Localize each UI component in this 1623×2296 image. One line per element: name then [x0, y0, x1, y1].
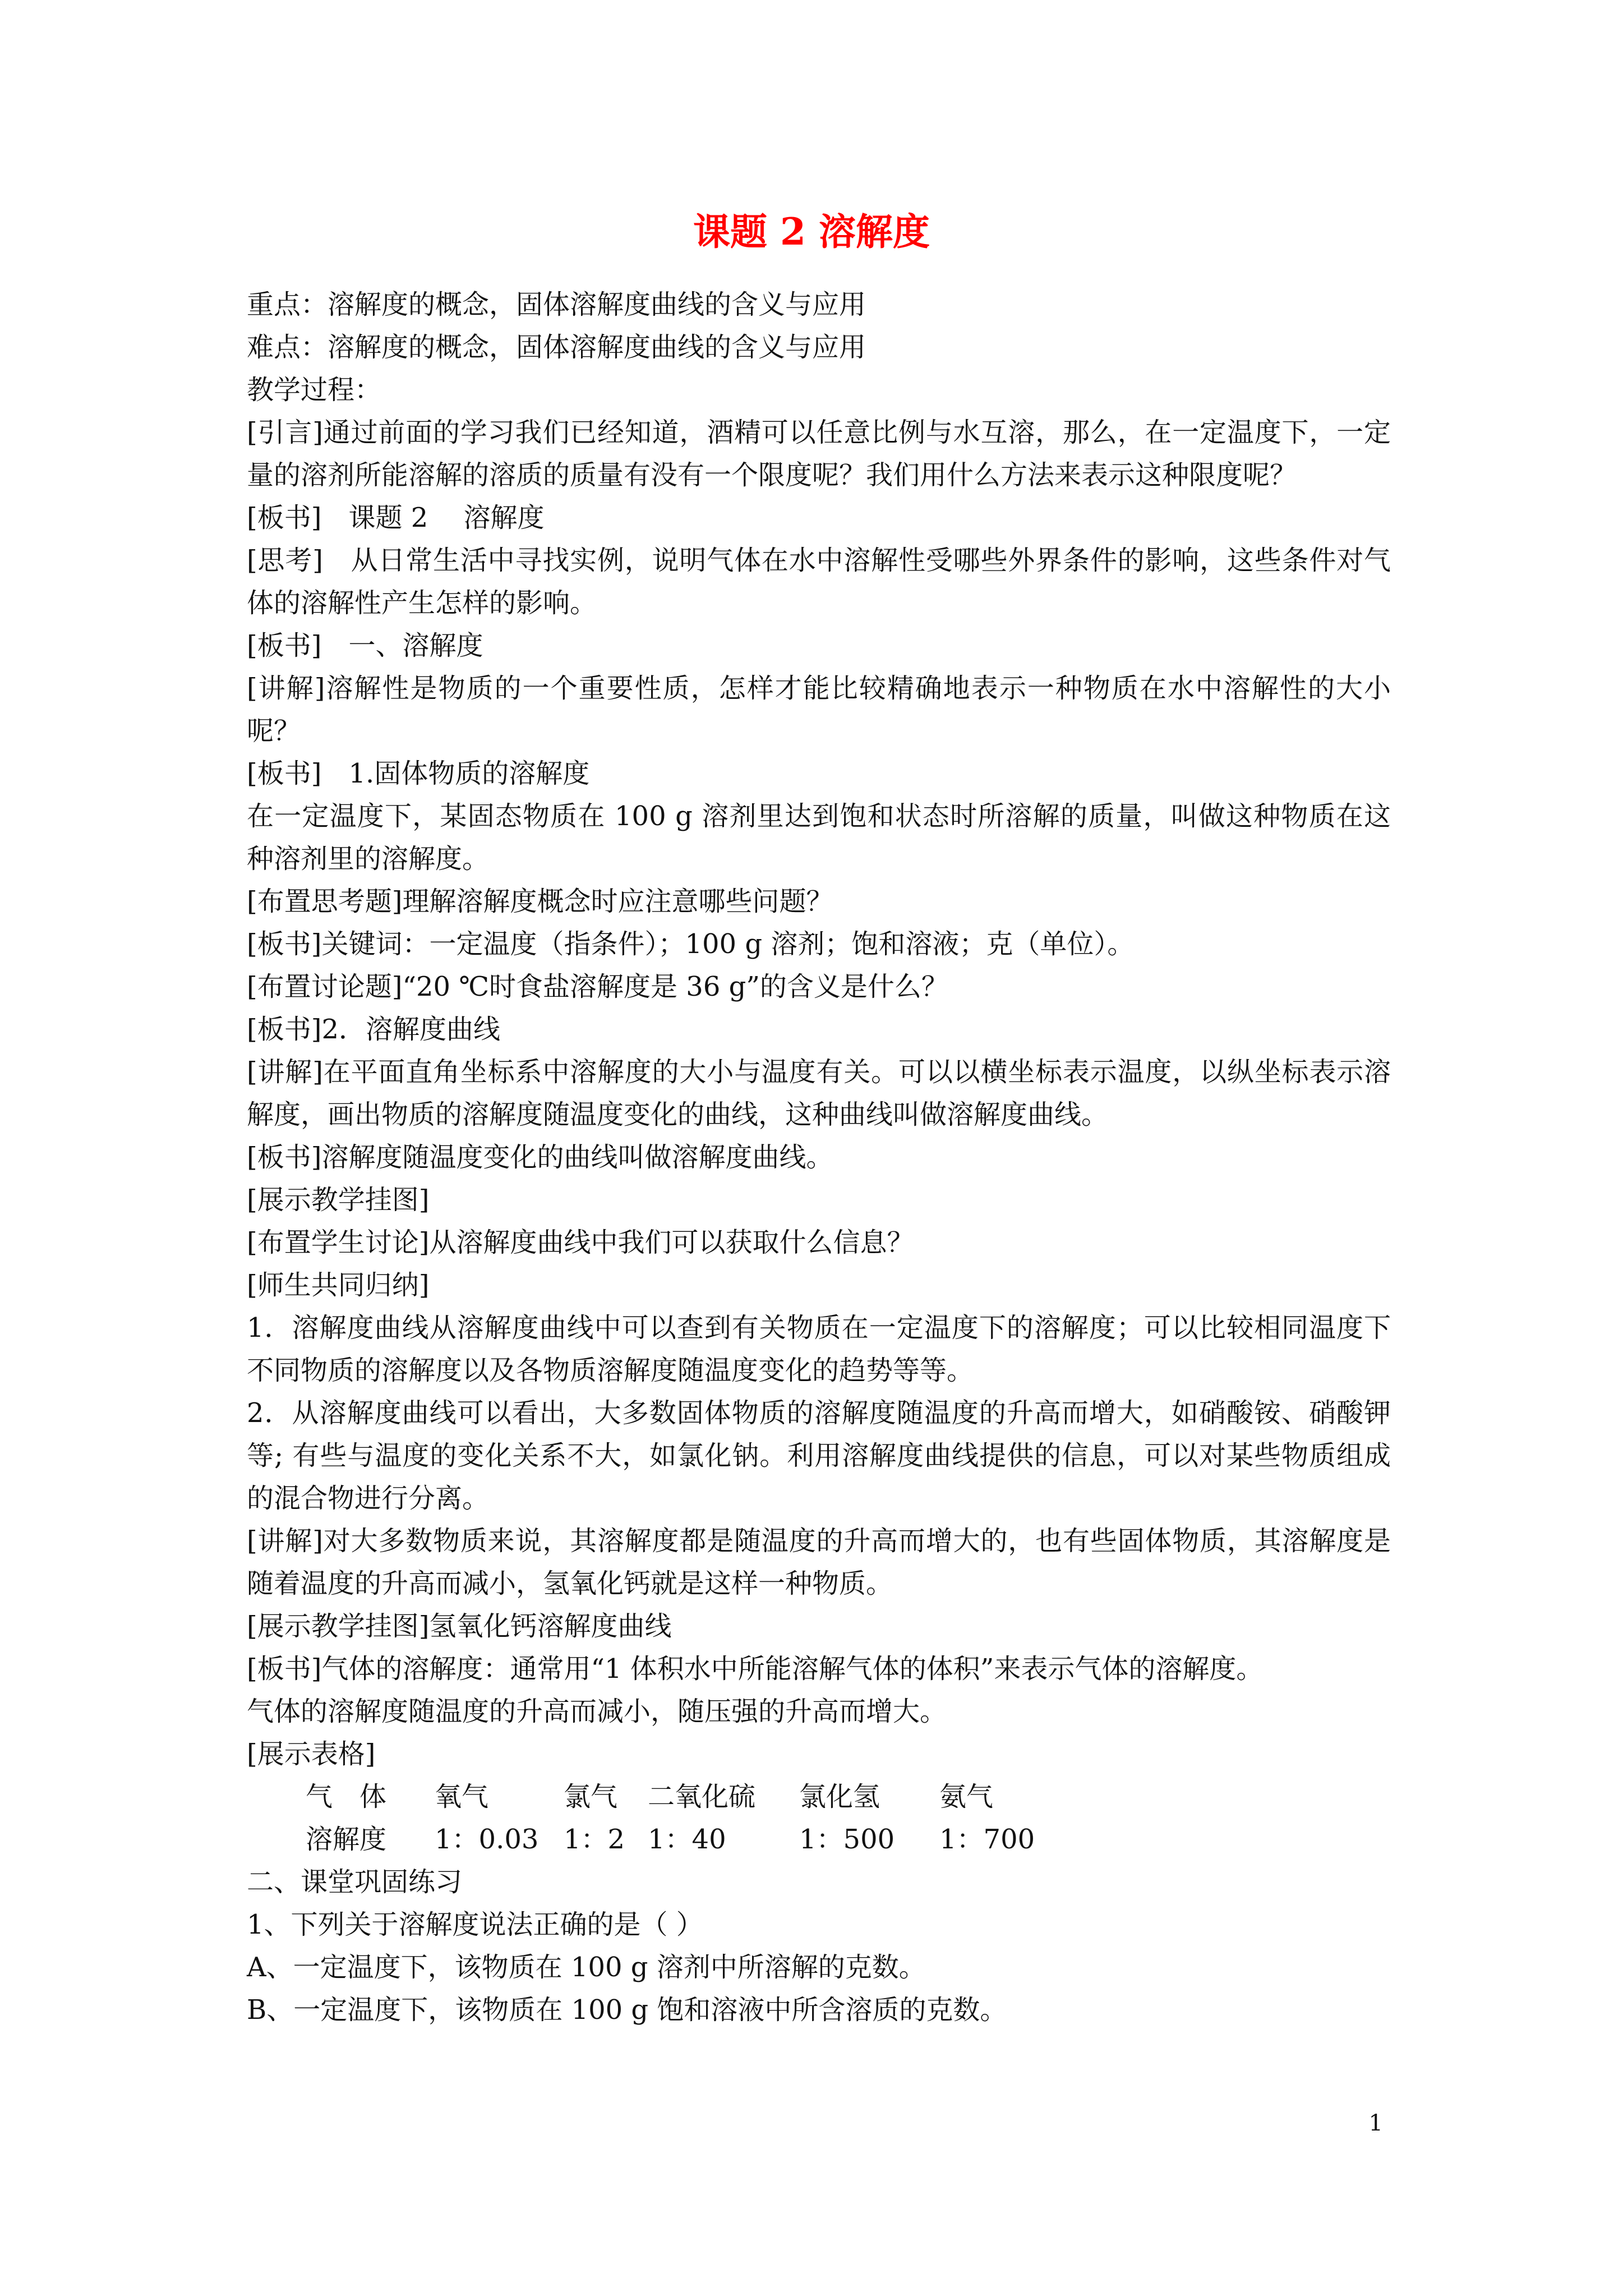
paragraph-student-discussion: [布置学生讨论]从溶解度曲线中我们可以获取什么信息？: [247, 1227, 914, 1258]
gas-solubility-table: [247, 1775, 1391, 1861]
paragraph-board-title: [板书] 课题 2 溶解度: [247, 502, 545, 533]
paragraph-summary-item-2: 2．从溶解度曲线可以看出，大多数固体物质的溶解度随温度的升高而增大，如硝酸铵、硝酸钾等; 有些与温度的变化关系不大，如氯化钠。利用溶解度曲线提供的信息，可以对某些物质组成的混合物进行分离。: [247, 1397, 1391, 1514]
paragraph-summary-item-1: 1．溶解度曲线从溶解度曲线中可以查到有关物质在一定温度下的溶解度；可以比较相同温度下不同物质的溶解度以及各物质溶解度随温度变化的趋势等等。: [247, 1312, 1391, 1386]
table-cell: 氯化氢: [799, 1781, 880, 1812]
table-cell: 氧气: [435, 1781, 489, 1812]
paragraph-show-table: [展示表格]: [247, 1738, 376, 1770]
paragraph-thinking: [思考] 从日常生活中寻找实例，说明气体在水中溶解性受哪些外界条件的影响，这些条件对气体的溶解性产生怎样的影响。: [247, 545, 1391, 619]
paragraph-discussion-question: [布置讨论题]“20 ℃时食盐溶解度是 36 g”的含义是什么？: [247, 971, 948, 1002]
paragraph-definition: 在一定温度下，某固态物质在 100 g 溶剂里达到饱和状态时所溶解的质量，叫做这种物质在这种溶剂里的溶解度。: [247, 800, 1391, 875]
paragraph-practice-heading: 二、课堂巩固练习: [247, 1866, 463, 1898]
paragraph-show-calcium-hydroxide-chart: [展示教学挂图]氢氧化钙溶解度曲线: [247, 1611, 672, 1642]
table-cell: 1：2: [564, 1824, 625, 1855]
paragraph-gas-solubility-trend: 气体的溶解度随温度的升高而减小，随压强的升高而增大。: [247, 1696, 947, 1727]
paragraph-explain-curve: [讲解]在平面直角坐标系中溶解度的大小与温度有关。可以以横坐标表示温度，以纵坐标表示溶解度，画出物质的溶解度随温度变化的曲线，这种曲线叫做溶解度曲线。: [247, 1056, 1391, 1130]
document-title: 课题 2 溶解度: [693, 210, 930, 254]
paragraph-teaching-process: 教学过程：: [247, 374, 382, 406]
table-header-row: [306, 1775, 1391, 1818]
paragraph-explain-calcium-hydroxide: [讲解]对大多数物质来说，其溶解度都是随温度的升高而增大的，也有些固体物质，其溶解度是随着温度的升高而减小，氢氧化钙就是这样一种物质。: [247, 1525, 1391, 1599]
table-cell: 氯气: [564, 1781, 618, 1812]
paragraph-board-solubility: [板书] 一、溶解度: [247, 630, 483, 661]
paragraph-introduction: [引言]通过前面的学习我们已经知道，酒精可以任意比例与水互溶，那么，在一定温度下，一定量的溶剂所能溶解的溶质的质量有没有一个限度呢？我们用什么方法来表示这种限度呢？: [247, 417, 1391, 491]
table-cell: 1：500: [799, 1824, 895, 1855]
document-body: [247, 283, 1391, 2031]
paragraph-key-points: 重点：溶解度的概念，固体溶解度曲线的含义与应用: [247, 289, 866, 320]
paragraph-option-b: B、一定温度下，该物质在 100 g 饱和溶液中所含溶质的克数。: [247, 1994, 1007, 2026]
page-number: 1: [1368, 2110, 1383, 2136]
paragraph-thinking-question: [布置思考题]理解溶解度概念时应注意哪些问题？: [247, 886, 833, 917]
table-cell: 氨气: [939, 1781, 994, 1812]
paragraph-board-curve-definition: [板书]溶解度随温度变化的曲线叫做溶解度曲线。: [247, 1142, 833, 1173]
paragraph-question-1: 1、下列关于溶解度说法正确的是（ ）: [247, 1909, 703, 1940]
paragraph-gas-solubility: [板书]气体的溶解度：通常用“1 体积水中所能溶解气体的体积”来表示气体的溶解度。: [247, 1653, 1264, 1685]
table-cell: 气 体: [306, 1781, 387, 1812]
paragraph-keywords: [板书]关键词：一定温度（指条件）；100 g 溶剂；饱和溶液；克（单位）。: [247, 928, 1135, 960]
paragraph-difficult-points: 难点：溶解度的概念，固体溶解度曲线的含义与应用: [247, 332, 866, 363]
table-cell: 1：40: [648, 1824, 726, 1855]
table-cell: 1：700: [939, 1824, 1035, 1855]
table-value-row: [306, 1818, 1391, 1861]
table-cell: 二氧化硫: [648, 1781, 756, 1812]
paragraph-explain-solubility: [讲解]溶解性是物质的一个重要性质，怎样才能比较精确地表示一种物质在水中溶解性的大小呢？: [247, 673, 1391, 747]
paragraph-board-solid-solubility: [板书] 1.固体物质的溶解度: [247, 758, 590, 789]
table-cell: 1：0.03: [435, 1824, 539, 1855]
paragraph-summary: [师生共同归纳]: [247, 1269, 430, 1301]
table-cell: 溶解度: [306, 1824, 387, 1855]
paragraph-option-a: A、一定温度下，该物质在 100 g 溶剂中所溶解的克数。: [247, 1952, 926, 1983]
paragraph-show-chart: [展示教学挂图]: [247, 1184, 430, 1216]
paragraph-board-curve: [板书]2．溶解度曲线: [247, 1014, 500, 1045]
